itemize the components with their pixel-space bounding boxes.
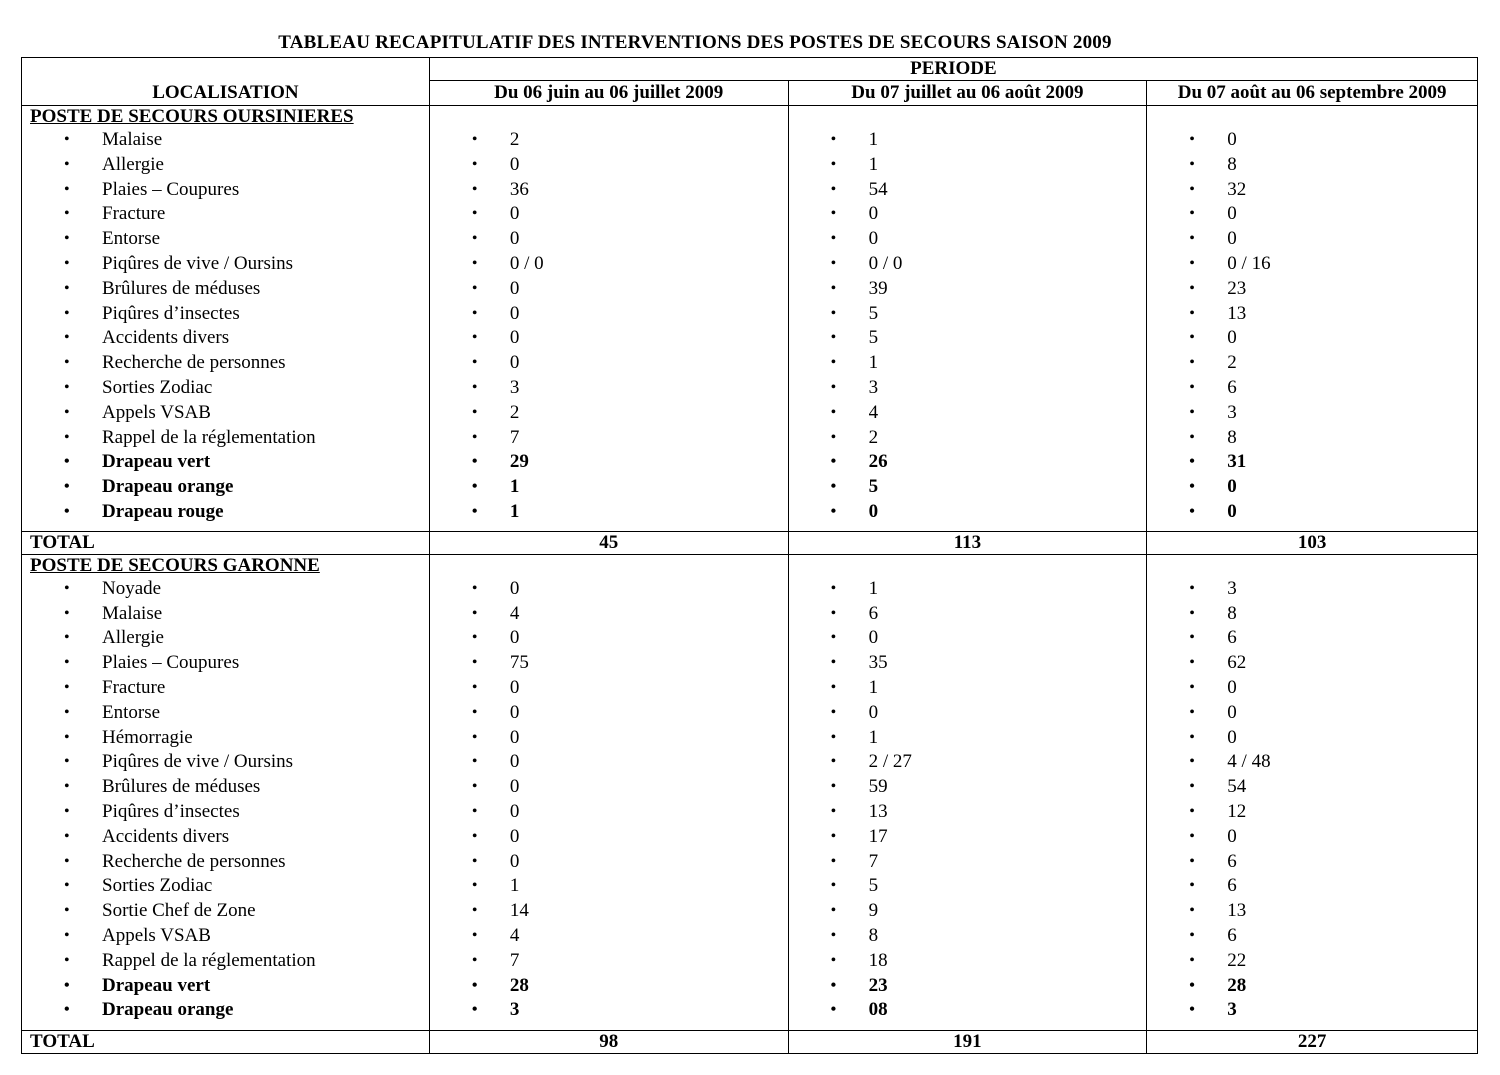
value-item: • 0 [1147, 202, 1477, 227]
value-item: • 0 [430, 825, 788, 850]
total-value: 98 [429, 1031, 788, 1054]
value-item: • 08 [789, 998, 1147, 1023]
value-item: • 0 [1147, 676, 1477, 701]
value-item: • 2 [430, 401, 788, 426]
value-item: • 28 [430, 974, 788, 999]
location-item: • Entorse [22, 701, 429, 726]
value-item: • 17 [789, 825, 1147, 850]
value-item: • 3 [1147, 998, 1477, 1023]
value-item: • 0 [430, 750, 788, 775]
value-item: • 0 [430, 626, 788, 651]
location-item: • Piqûres de vive / Oursins [22, 750, 429, 775]
location-item: • Fracture [22, 676, 429, 701]
value-item: • 0 [430, 277, 788, 302]
location-item: • Piqûres d’insectes [22, 800, 429, 825]
value-item: • 0 [430, 701, 788, 726]
value-item: • 0 [430, 676, 788, 701]
total-row [22, 1031, 1478, 1054]
value-item: • 1 [789, 153, 1147, 178]
location-item: • Rappel de la réglementation [22, 426, 429, 451]
value-item: • 0 [1147, 128, 1477, 153]
value-item: • 2 [430, 128, 788, 153]
location-item: • Allergie [22, 153, 429, 178]
location-item: • Drapeau orange [22, 475, 429, 500]
document-title: TABLEAU RECAPITULATIF DES INTERVENTIONS DES POSTES DE SECOURS SAISON 2009 [278, 32, 1112, 53]
location-item: • Drapeau rouge [22, 500, 429, 525]
header-periode: PERIODE [429, 58, 1477, 81]
value-item: • 2 / 27 [789, 750, 1147, 775]
location-item: • Sortie Chef de Zone [22, 899, 429, 924]
value-item: • 0 [430, 326, 788, 351]
value-item: • 7 [430, 949, 788, 974]
value-item: • 3 [1147, 401, 1477, 426]
value-item: • 13 [1147, 302, 1477, 327]
header-period-1: Du 06 juin au 06 juillet 2009 [429, 81, 788, 106]
total-label: TOTAL [22, 531, 430, 554]
value-item: • 23 [1147, 277, 1477, 302]
section-garonne [22, 554, 1478, 1030]
value-item: • 0 / 0 [789, 252, 1147, 277]
location-item: • Recherche de personnes [22, 351, 429, 376]
total-value: 227 [1147, 1031, 1478, 1054]
value-item: • 0 [1147, 326, 1477, 351]
value-item: • 0 [430, 800, 788, 825]
location-item: • Appels VSAB [22, 401, 429, 426]
value-item: • 36 [430, 178, 788, 203]
value-item: • 23 [789, 974, 1147, 999]
value-item: • 0 [1147, 701, 1477, 726]
value-item: • 0 [1147, 726, 1477, 751]
header-localisation: LOCALISATION [22, 58, 430, 106]
value-item: • 0 [1147, 227, 1477, 252]
interventions-table [21, 57, 1478, 1054]
value-item: • 6 [1147, 874, 1477, 899]
value-item: • 0 [430, 202, 788, 227]
value-item: • 54 [1147, 775, 1477, 800]
value-item: • 4 / 48 [1147, 750, 1477, 775]
value-item: • 32 [1147, 178, 1477, 203]
value-item: • 29 [430, 450, 788, 475]
value-item: • 6 [1147, 850, 1477, 875]
value-item: • 0 / 16 [1147, 252, 1477, 277]
total-value: 45 [429, 531, 788, 554]
value-list [430, 577, 788, 1023]
section-oursinieres-locations [22, 106, 430, 532]
value-item: • 3 [430, 376, 788, 401]
value-item: • 0 [430, 850, 788, 875]
value-item: • 6 [1147, 924, 1477, 949]
location-item: • Drapeau orange [22, 998, 429, 1023]
value-item: • 35 [789, 651, 1147, 676]
value-item: • 0 [789, 202, 1147, 227]
location-list [22, 577, 429, 1023]
value-item: • 5 [789, 326, 1147, 351]
header-period-3: Du 07 août au 06 septembre 2009 [1147, 81, 1478, 106]
value-item: • 12 [1147, 800, 1477, 825]
value-item: • 59 [789, 775, 1147, 800]
value-item: • 4 [789, 401, 1147, 426]
value-item: • 14 [430, 899, 788, 924]
value-item: • 13 [789, 800, 1147, 825]
value-item: • 4 [430, 924, 788, 949]
value-item: • 8 [1147, 602, 1477, 627]
value-item: • 0 [430, 227, 788, 252]
value-item: • 2 [789, 426, 1147, 451]
section-title: POSTE DE SECOURS OURSINIERES [30, 106, 354, 127]
total-value: 103 [1147, 531, 1478, 554]
value-item: • 0 [430, 577, 788, 602]
value-item: • 0 [430, 726, 788, 751]
location-item: • Noyade [22, 577, 429, 602]
value-item: • 0 [789, 626, 1147, 651]
value-item: • 0 / 0 [430, 252, 788, 277]
value-item: • 0 [1147, 475, 1477, 500]
value-item: • 6 [789, 602, 1147, 627]
value-item: • 8 [1147, 426, 1477, 451]
value-item: • 1 [789, 676, 1147, 701]
value-item: • 4 [430, 602, 788, 627]
value-item: • 54 [789, 178, 1147, 203]
value-item: • 0 [789, 701, 1147, 726]
location-item: • Drapeau vert [22, 974, 429, 999]
value-item: • 0 [430, 302, 788, 327]
value-item: • 62 [1147, 651, 1477, 676]
value-list [789, 577, 1147, 1023]
header-period-2: Du 07 juillet au 06 août 2009 [788, 81, 1147, 106]
value-item: • 3 [789, 376, 1147, 401]
value-item: • 1 [789, 577, 1147, 602]
value-item: • 26 [789, 450, 1147, 475]
value-item: • 8 [1147, 153, 1477, 178]
location-item: • Plaies – Coupures [22, 178, 429, 203]
value-item: • 28 [1147, 974, 1477, 999]
location-item: • Recherche de personnes [22, 850, 429, 875]
total-value: 191 [788, 1031, 1147, 1054]
location-item: • Plaies – Coupures [22, 651, 429, 676]
section-garonne-period-3 [1147, 554, 1478, 1030]
section-garonne-period-2 [788, 554, 1147, 1030]
value-item: • 0 [430, 153, 788, 178]
value-item: • 13 [1147, 899, 1477, 924]
section-oursinieres-period-3 [1147, 106, 1478, 532]
location-item: • Brûlures de méduses [22, 775, 429, 800]
location-item: • Entorse [22, 227, 429, 252]
location-list [22, 128, 429, 525]
value-item: • 9 [789, 899, 1147, 924]
value-item: • 0 [430, 351, 788, 376]
value-item: • 5 [789, 874, 1147, 899]
location-item: • Rappel de la réglementation [22, 949, 429, 974]
total-label: TOTAL [22, 1031, 430, 1054]
value-list [1147, 128, 1477, 525]
location-item: • Sorties Zodiac [22, 376, 429, 401]
value-item: • 5 [789, 475, 1147, 500]
location-item: • Piqûres de vive / Oursins [22, 252, 429, 277]
value-item: • 6 [1147, 626, 1477, 651]
section-title: POSTE DE SECOURS GARONNE [30, 554, 320, 576]
value-item: • 0 [1147, 500, 1477, 525]
location-item: • Allergie [22, 626, 429, 651]
section-oursinieres-period-1 [429, 106, 788, 532]
value-item: • 0 [430, 775, 788, 800]
location-item: • Hémorragie [22, 726, 429, 751]
value-list [1147, 577, 1477, 1023]
value-list [789, 128, 1147, 525]
value-item: • 7 [789, 850, 1147, 875]
total-value: 113 [788, 531, 1147, 554]
value-item: • 39 [789, 277, 1147, 302]
value-list [430, 128, 788, 525]
value-item: • 8 [789, 924, 1147, 949]
value-item: • 1 [789, 726, 1147, 751]
value-item: • 0 [789, 500, 1147, 525]
location-item: • Accidents divers [22, 326, 429, 351]
value-item: • 18 [789, 949, 1147, 974]
section-oursinieres-period-2 [788, 106, 1147, 532]
value-item: • 5 [789, 302, 1147, 327]
value-item: • 31 [1147, 450, 1477, 475]
location-item: • Sorties Zodiac [22, 874, 429, 899]
location-item: • Drapeau vert [22, 450, 429, 475]
value-item: • 6 [1147, 376, 1477, 401]
section-garonne-period-1 [429, 554, 788, 1030]
value-item: • 1 [430, 475, 788, 500]
location-item: • Brûlures de méduses [22, 277, 429, 302]
value-item: • 7 [430, 426, 788, 451]
value-item: • 1 [430, 500, 788, 525]
section-garonne-locations [22, 554, 430, 1030]
value-item: • 0 [789, 227, 1147, 252]
section-oursinieres [22, 106, 1478, 532]
location-item: • Malaise [22, 128, 429, 153]
value-item: • 22 [1147, 949, 1477, 974]
location-item: • Malaise [22, 602, 429, 627]
value-item: • 1 [789, 351, 1147, 376]
value-item: • 3 [1147, 577, 1477, 602]
value-item: • 1 [789, 128, 1147, 153]
location-item: • Piqûres d’insectes [22, 302, 429, 327]
location-item: • Accidents divers [22, 825, 429, 850]
location-item: • Appels VSAB [22, 924, 429, 949]
value-item: • 1 [430, 874, 788, 899]
value-item: • 3 [430, 998, 788, 1023]
value-item: • 75 [430, 651, 788, 676]
total-row [22, 531, 1478, 554]
value-item: • 0 [1147, 825, 1477, 850]
location-item: • Fracture [22, 202, 429, 227]
value-item: • 2 [1147, 351, 1477, 376]
